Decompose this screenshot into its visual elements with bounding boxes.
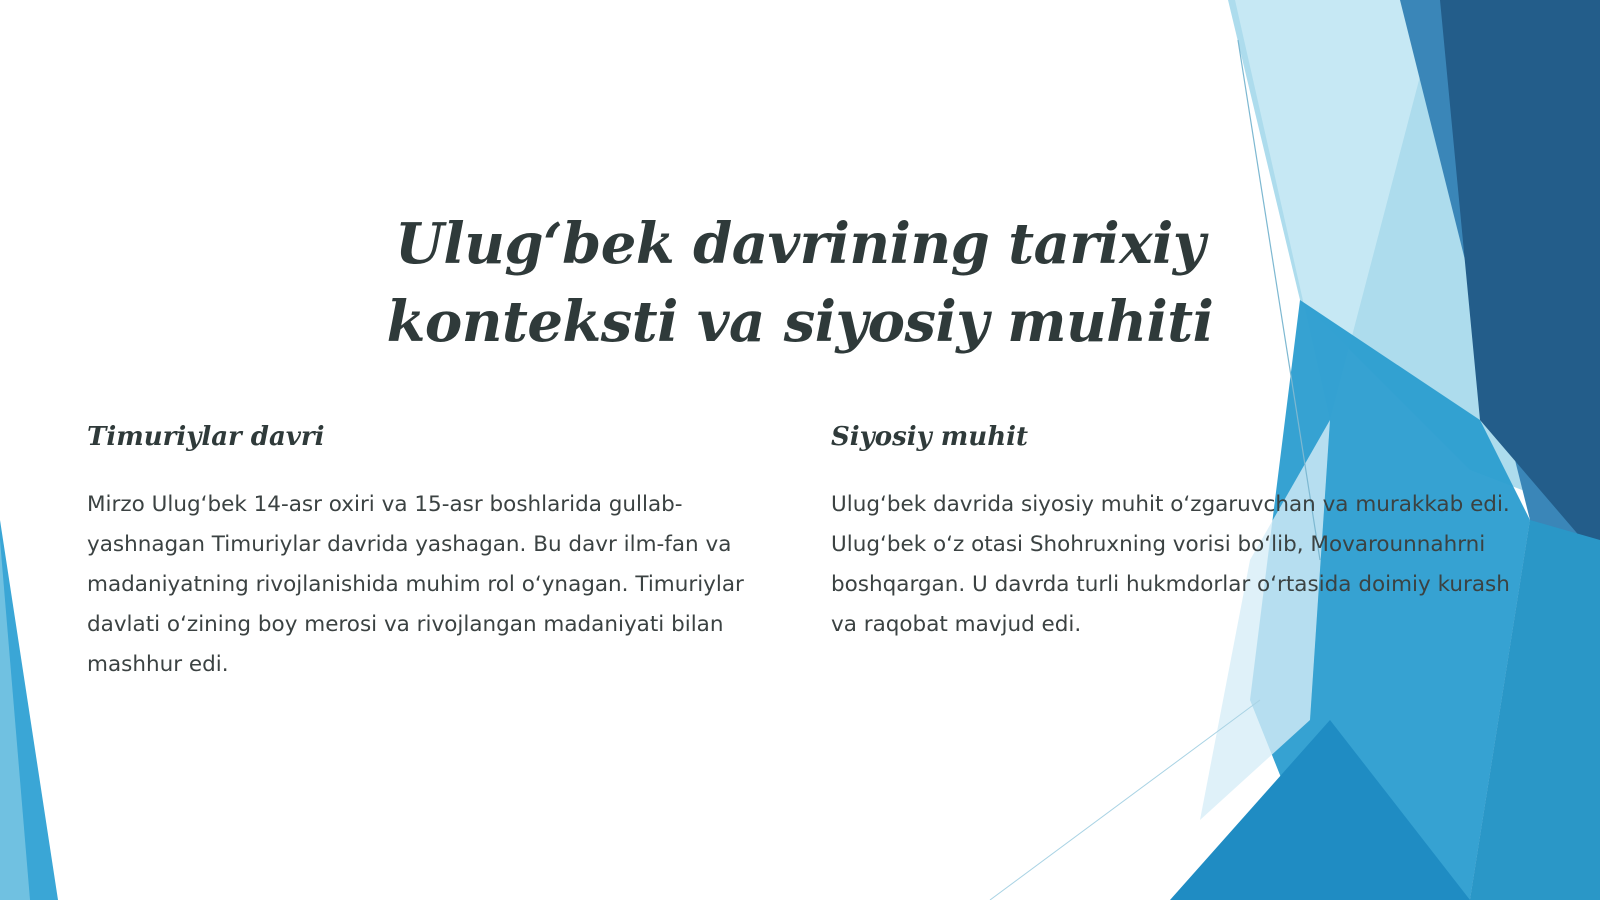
left-column xyxy=(87,415,767,685)
right-column xyxy=(831,415,1531,645)
right-column-heading: Siyosiy muhit xyxy=(831,422,1028,452)
left-column-heading: Timuriylar davri xyxy=(87,422,325,452)
slide-title: Ulug‘bek davrining tarixiy konteksti va siyosiy muhiti xyxy=(386,211,1214,355)
left-column-body: Mirzo Ulug‘bek 14-asr oxiri va 15-asr boshlarida gullab-yashnagan Timuriylar davrida yashagan. Bu davr ilm-fan va madaniyatning rivojlanishida muhim rol o‘ynagan. Timuriylar davlati o‘zining boy merosi va rivojlangan madaniyati bilan mashhur edi. xyxy=(87,492,744,677)
right-column-body: Ulug‘bek davrida siyosiy muhit o‘zgaruvchan va murakkab edi. Ulug‘bek o‘z otasi Shohruxning vorisi bo‘lib, Movarounnahrni boshqargan. U davrda turli hukmdorlar o‘rtasida doimiy kurash va raqobat mavjud edi. xyxy=(831,492,1510,637)
